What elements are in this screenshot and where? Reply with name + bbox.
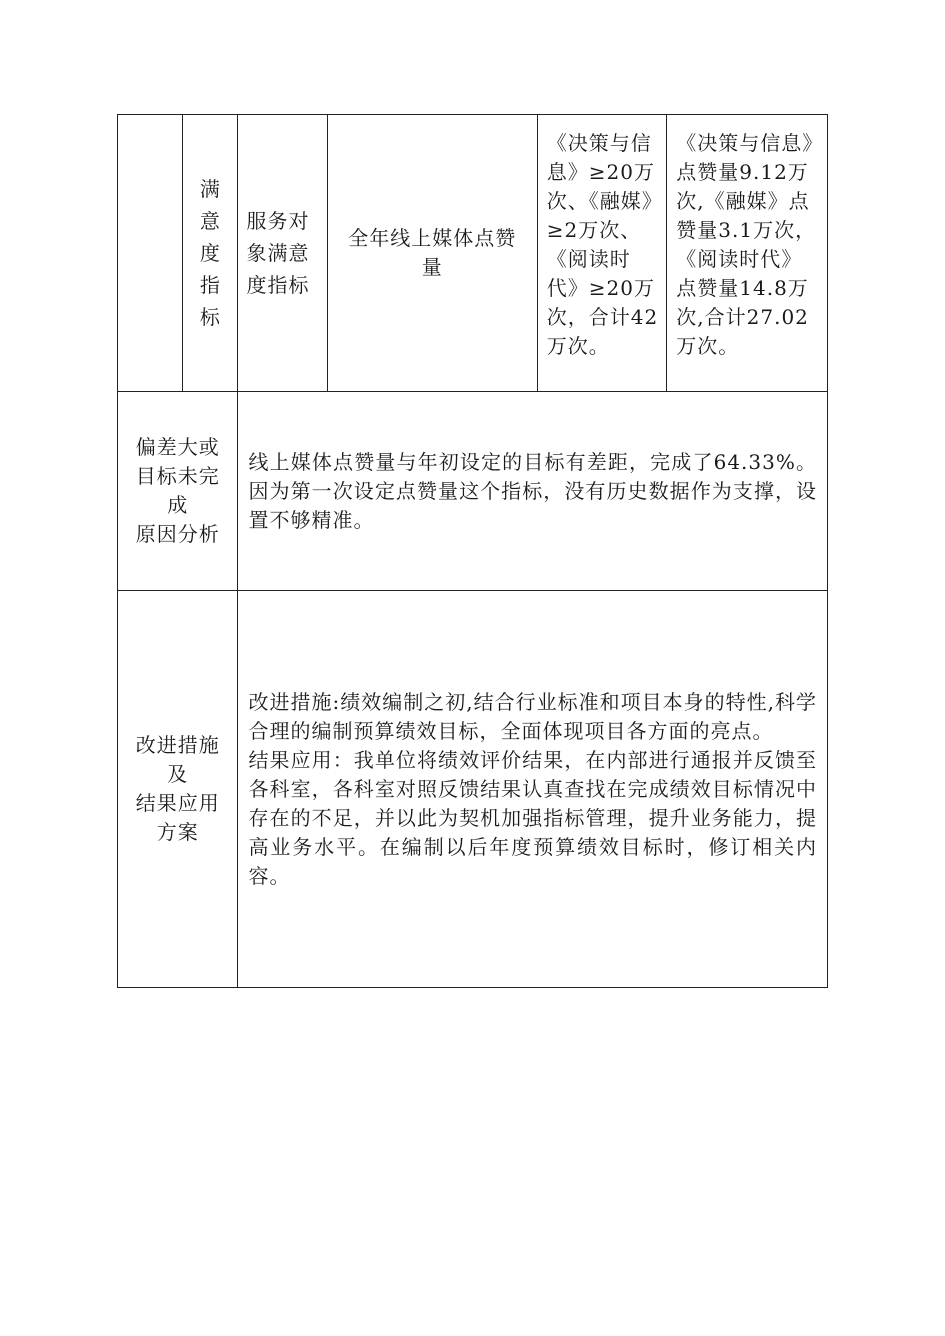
performance-table	[117, 114, 828, 988]
deviation-row	[118, 392, 828, 591]
sub-category-cell	[238, 115, 327, 392]
result-application-text: 结果应用：我单位将绩效评价结果，在内部进行通报并反馈至各科室，各科室对照反馈结果认真查找在完成绩效目标情况中存在的不足，并以此为契机加强指标管理，提升业务能力，提高业务水平。在编制以后年度预算绩效目标时，修订相关内容。	[248, 747, 817, 888]
target-cell	[537, 115, 667, 392]
improvement-label-line: 改进措施	[135, 733, 220, 757]
actual-cell	[667, 115, 828, 392]
deviation-label-line: 原因分析	[135, 522, 220, 546]
deviation-label-line: 偏差大或	[135, 435, 220, 459]
deviation-label-line: 成	[167, 493, 189, 517]
deviation-label-cell	[118, 392, 238, 591]
deviation-text-cell	[238, 392, 828, 591]
satisfaction-row	[118, 115, 828, 392]
category-text: 满意度指标	[199, 177, 221, 329]
sub-category-text: 服务对象满意度指标	[246, 209, 310, 297]
improvement-label-line: 结果应用	[135, 791, 220, 815]
target-text: 《决策与信息》≥20万次、《融媒》≥2万次、《阅读时代》≥20万次，合计42万次。	[546, 131, 659, 358]
improvement-text-cell	[238, 591, 828, 988]
actual-text: 《决策与信息》点赞量9.12万次,《融媒》点赞量3.1万次，《阅读时代》点赞量14.8万次,合计27.02万次。	[676, 131, 817, 358]
indicator-text: 全年线上媒体点赞量	[348, 226, 517, 279]
deviation-text: 线上媒体点赞量与年初设定的目标有差距，完成了64.33%。因为第一次设定点赞量这个指标，没有历史数据作为支撑，设置不够精准。	[248, 449, 817, 532]
improvement-row	[118, 591, 828, 988]
improvement-label-cell	[118, 591, 238, 988]
indicator-cell	[327, 115, 537, 392]
deviation-label-line: 目标未完	[135, 464, 220, 488]
improvement-measures-text: 改进措施:绩效编制之初,结合行业标准和项目本身的特性,科学合理的编制预算绩效目标，全面体现项目各方面的亮点。	[248, 689, 817, 743]
improvement-label-line: 方案	[156, 820, 199, 844]
category-cell	[183, 115, 238, 392]
improvement-label-line: 及	[167, 762, 189, 786]
empty-first-level-cell	[118, 115, 183, 392]
